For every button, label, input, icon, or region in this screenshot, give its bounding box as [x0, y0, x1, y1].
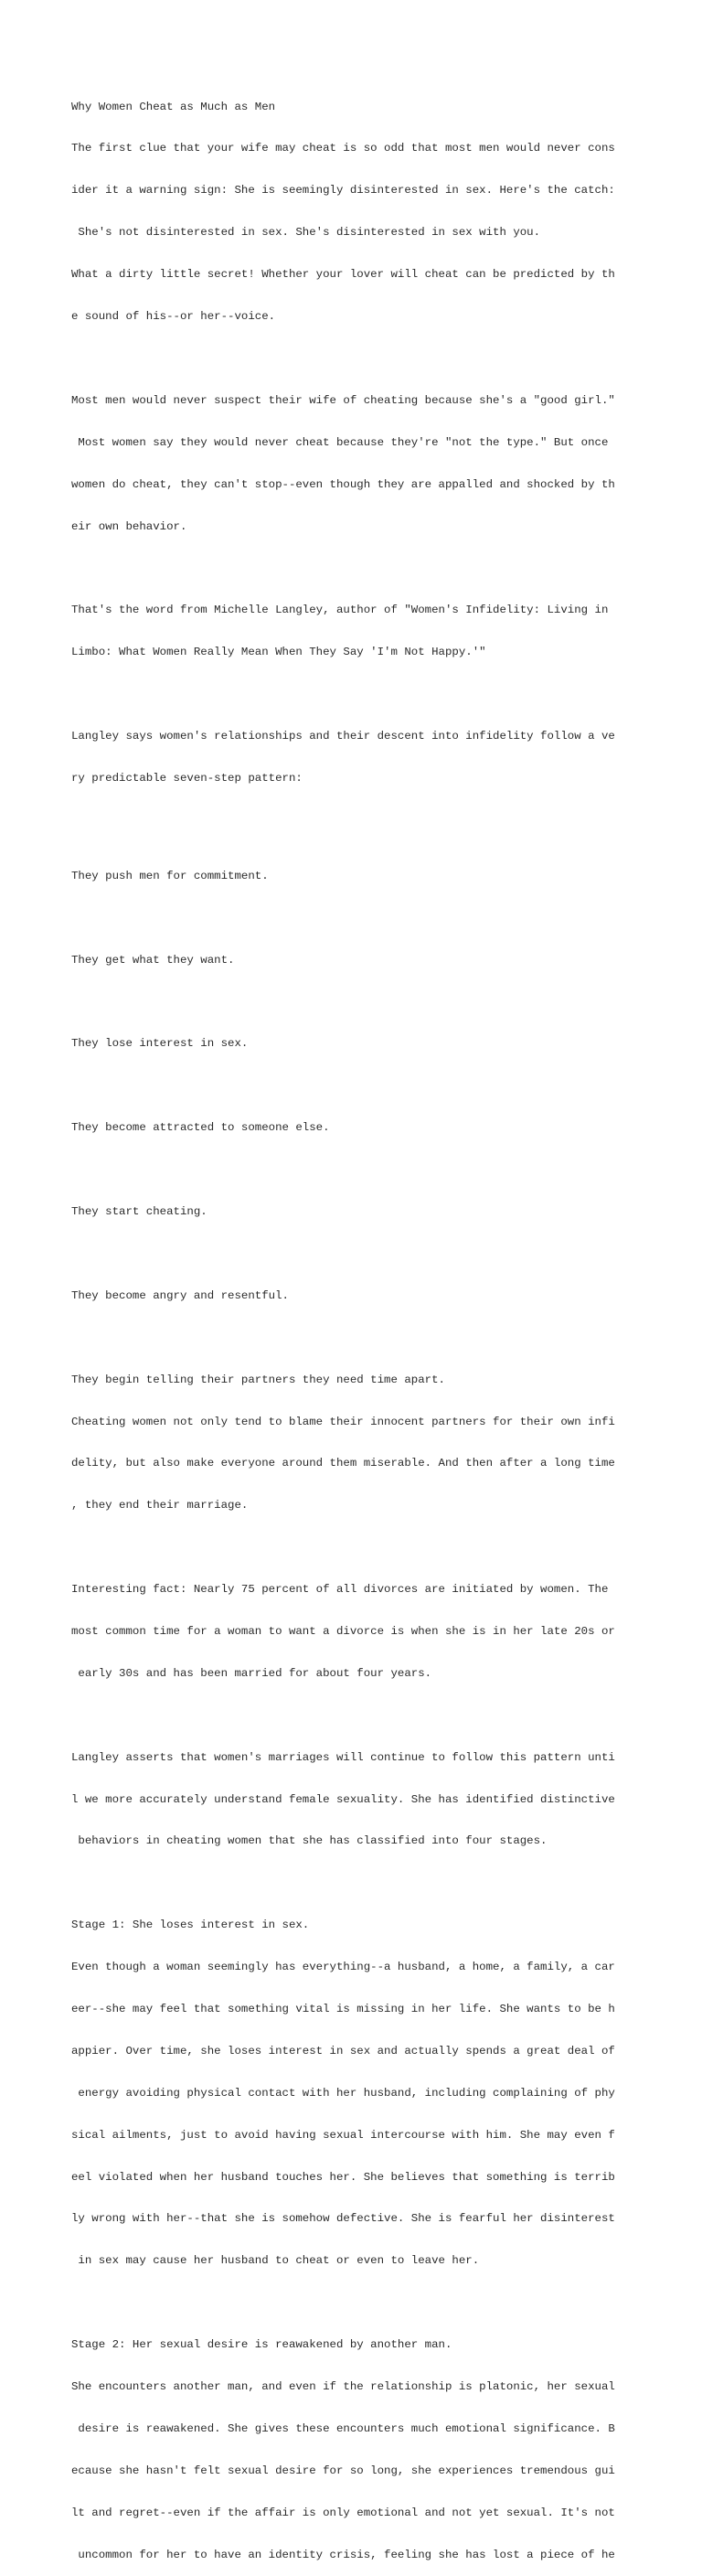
- paragraph-line: sical ailments, just to avoid having sexual intercourse with him. She may even f: [71, 2128, 615, 2142]
- step-item: They become angry and resentful.: [71, 1288, 289, 1302]
- paragraph-line: ider it a warning sign: She is seemingly disinterested in sex. Here's the catch:: [71, 184, 615, 198]
- paragraph-line: l we more accurately understand female sexuality. She has identified distinctive: [71, 1792, 615, 1806]
- paragraph-line: eir own behavior.: [71, 519, 187, 533]
- paragraph-line: ly wrong with her--that she is somehow defective. She is fearful her disinterest: [71, 2212, 615, 2226]
- paragraph-line: delity, but also make everyone around them miserable. And then after a long time: [71, 1457, 615, 1470]
- step-item: They start cheating.: [71, 1205, 207, 1219]
- paragraph-line: e sound of his--or her--voice.: [71, 310, 276, 324]
- paragraph-line: Most men would never suspect their wife of cheating because she's a "good girl.": [71, 393, 615, 407]
- paragraph-line: , they end their marriage.: [71, 1499, 249, 1512]
- paragraph-line: energy avoiding physical contact with her husband, including complaining of phy: [71, 2086, 615, 2100]
- paragraph-line: appier. Over time, she loses interest in sex and actually spends a great deal of: [71, 2044, 615, 2058]
- paragraph-line: desire is reawakened. She gives these encounters much emotional significance. B: [71, 2421, 615, 2435]
- paragraph-line: Langley asserts that women's marriages will continue to follow this pattern unti: [71, 1750, 615, 1764]
- paragraph-line: She's not disinterested in sex. She's disinterested in sex with you.: [71, 226, 541, 240]
- paragraph-line: ry predictable seven-step pattern:: [71, 771, 303, 785]
- paragraph-line: early 30s and has been married for about four years.: [71, 1666, 432, 1680]
- stage-heading: Stage 1: She loses interest in sex.: [71, 1919, 310, 1932]
- paragraph-line: most common time for a woman to want a divorce is when she is in her late 20s or: [71, 1624, 615, 1638]
- step-item: They begin telling their partners they need time apart.: [71, 1373, 445, 1386]
- paragraph-line: eer--she may feel that something vital is missing in her life. She wants to be h: [71, 2002, 615, 2015]
- paragraph-line: Langley says women's relationships and their descent into infidelity follow a ve: [71, 729, 615, 743]
- step-item: They become attracted to someone else.: [71, 1121, 330, 1135]
- paragraph-line: Limbo: What Women Really Mean When They Say 'I'm Not Happy.'": [71, 646, 486, 659]
- paragraph-line: What a dirty little secret! Whether your lover will cheat can be predicted by th: [71, 268, 615, 282]
- paragraph-line: ecause she hasn't felt sexual desire for so long, she experiences tremendous gui: [71, 2464, 615, 2477]
- paragraph-line: Interesting fact: Nearly 75 percent of all divorces are initiated by women. The: [71, 1583, 609, 1597]
- paragraph-line: Even though a woman seemingly has everything--a husband, a home, a family, a car: [71, 1961, 615, 1974]
- paragraph-line: The first clue that your wife may cheat is so odd that most men would never cons: [71, 142, 615, 155]
- step-item: They get what they want.: [71, 953, 235, 967]
- step-item: They lose interest in sex.: [71, 1037, 249, 1051]
- document-title: Why Women Cheat as Much as Men: [71, 100, 276, 113]
- stage-heading: Stage 2: Her sexual desire is reawakened by another man.: [71, 2338, 452, 2352]
- paragraph-line: Most women say they would never cheat because they're "not the type." But once: [71, 435, 609, 449]
- paragraph-line: That's the word from Michelle Langley, author of "Women's Infidelity: Living in: [71, 604, 609, 617]
- paragraph-line: behaviors in cheating women that she has classified into four stages.: [71, 1834, 548, 1848]
- paragraph-line: in sex may cause her husband to cheat or even to leave her.: [71, 2254, 480, 2268]
- paragraph-line: Cheating women not only tend to blame their innocent partners for their own infi: [71, 1415, 615, 1428]
- paragraph-line: women do cheat, they can't stop--even though they are appalled and shocked by th: [71, 477, 615, 491]
- document-body: [71, 72, 693, 2576]
- paragraph-line: uncommon for her to have an identity crisis, feeling she has lost a piece of he: [71, 2548, 615, 2561]
- paragraph-line: lt and regret--even if the affair is only emotional and not yet sexual. It's not: [71, 2506, 615, 2519]
- step-item: They push men for commitment.: [71, 869, 269, 882]
- paragraph-line: She encounters another man, and even if the relationship is platonic, her sexual: [71, 2379, 615, 2393]
- paragraph-line: eel violated when her husband touches her. She believes that something is terrib: [71, 2170, 615, 2184]
